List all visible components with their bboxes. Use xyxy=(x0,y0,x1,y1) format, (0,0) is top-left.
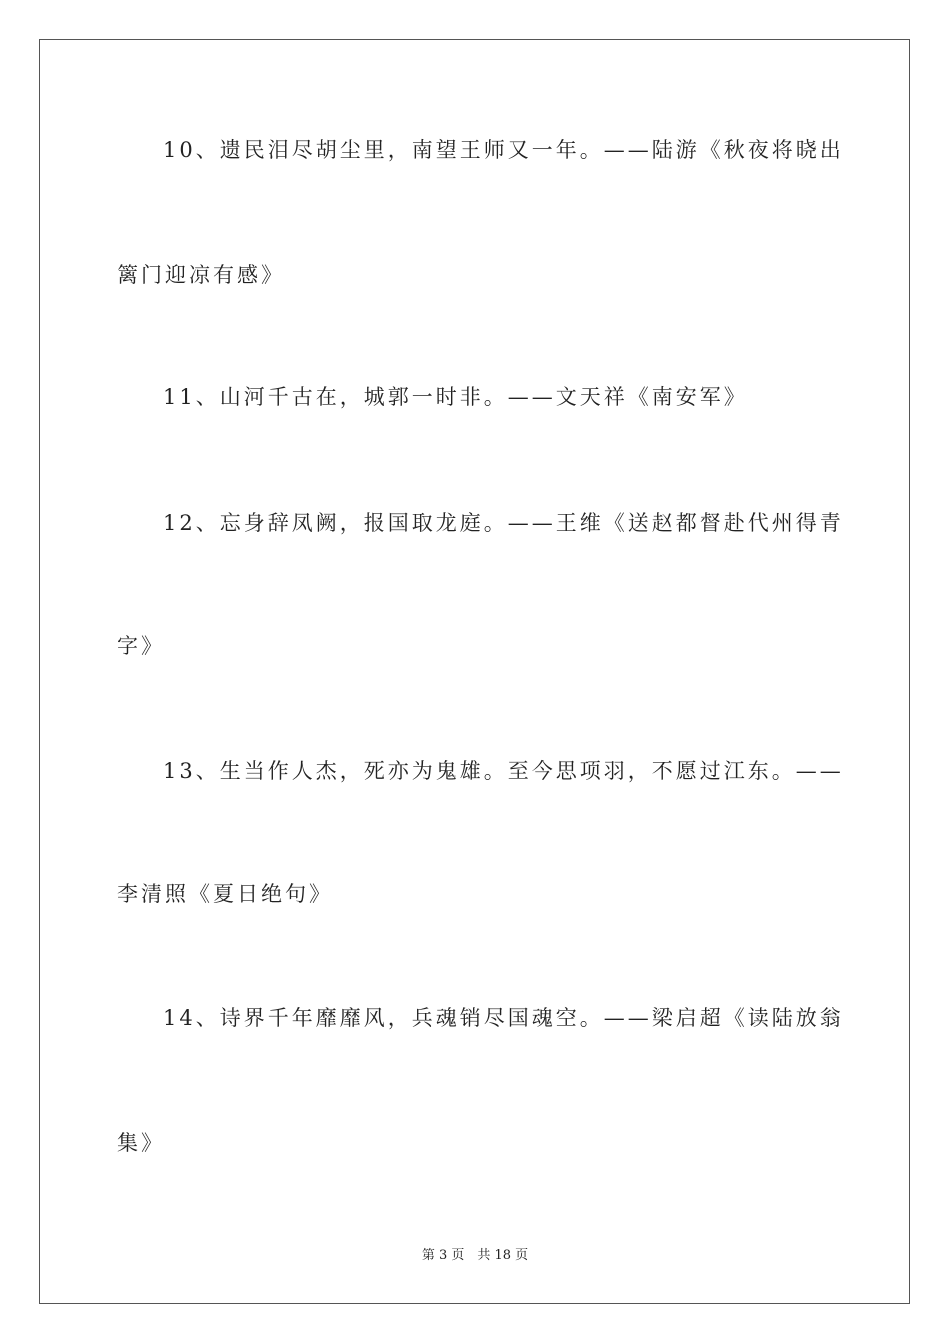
poem-line-10-continuation: 篱门迎凉有感》 xyxy=(117,263,285,287)
poem-line-14-continuation: 集》 xyxy=(117,1131,165,1155)
poem-line-14: 14、诗界千年靡靡风，兵魂销尽国魂空。——梁启超《读陆放翁 xyxy=(163,1006,844,1030)
page-number: 第 3 页 共 18 页 xyxy=(421,1248,529,1263)
poem-line-11: 11、山河千古在，城郭一时非。——文天祥《南安军》 xyxy=(163,385,748,409)
page-border xyxy=(39,39,910,1304)
poem-line-13: 13、生当作人杰，死亦为鬼雄。至今思项羽，不愿过江东。—— xyxy=(163,759,844,783)
poem-line-12-continuation: 字》 xyxy=(117,634,165,658)
poem-line-12: 12、忘身辞凤阙，报国取龙庭。——王维《送赵都督赴代州得青 xyxy=(163,511,844,535)
poem-line-13-continuation: 李清照《夏日绝句》 xyxy=(117,882,333,906)
poem-line-10: 10、遗民泪尽胡尘里，南望王师又一年。——陆游《秋夜将晓出 xyxy=(163,138,844,162)
